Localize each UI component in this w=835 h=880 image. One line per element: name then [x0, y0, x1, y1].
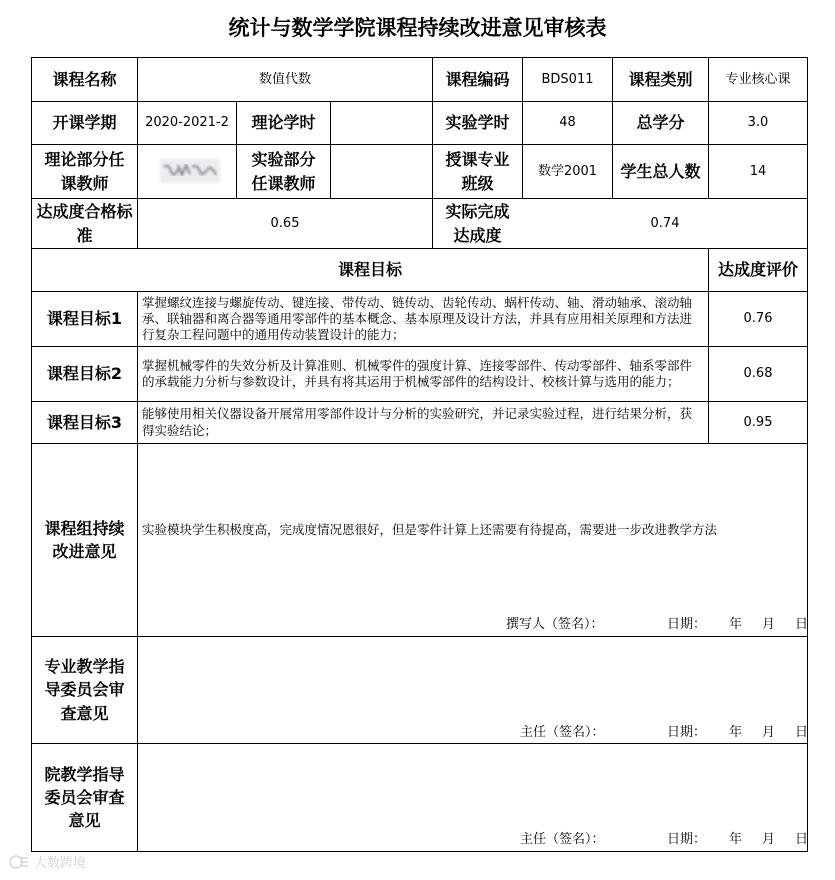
course-type-label: 课程类别: [628, 69, 693, 89]
improvement-year: 年: [729, 617, 743, 632]
course-code-label: 课程编码: [445, 69, 510, 89]
college-year: 年: [729, 832, 743, 847]
semester-value: 2020-2021-2: [145, 115, 229, 131]
form-title: 统计与数学学院课程持续改进意见审核表: [228, 16, 607, 40]
objective-3-score: 0.95: [743, 414, 773, 430]
theory-hours-value: [331, 102, 432, 144]
college-label: 院教学指导委员会审查意见: [44, 764, 125, 831]
course-code-value: BDS011: [541, 71, 594, 87]
students-label: 学生总人数: [620, 161, 701, 181]
improvement-label: 课程组持续改进意见: [44, 518, 125, 561]
objective-1-label: 课程目标1: [46, 309, 123, 329]
lab-hours-label: 实验学时: [445, 113, 510, 133]
objective-2-text: 掌握机械零件的失效分析及计算准则、机械零件的强度计算、连接零部件、传动零部件、轴系零部件的承载能力分析与参数设计，并具有将其运用于机械零部件的结构设计、校核计算与选用的能力；: [142, 357, 693, 389]
lab-hours-value: 48: [559, 115, 576, 131]
college-signer: 主任（签名）：: [520, 832, 605, 847]
theory-teacher-signature: [138, 145, 236, 198]
committee-year: 年: [729, 725, 743, 740]
objective-1-score: 0.76: [743, 311, 773, 327]
actual-achievement-value: 0.74: [650, 215, 680, 231]
improvement-text: 实验模块学生积极度高，完成度情况恩很好，但是零件计算上还需要有待提高，需要进一步改进教学方法: [142, 521, 718, 537]
credits-label: 总学分: [636, 113, 685, 133]
objective-3-label: 课程目标3: [46, 412, 123, 432]
watermark-text: 大数跨境: [34, 856, 87, 871]
pass-standard-value: 0.65: [270, 215, 300, 231]
improvement-month: 月: [762, 617, 776, 632]
objectives-header: 课程目标: [337, 260, 402, 280]
objective-3-text: 能够使用相关仪器设备开展常用零部件设计与分析的实验研究，并记录实验过程，进行结果分析，获得实验结论；: [142, 406, 693, 438]
lab-teacher-value: [331, 145, 432, 198]
improvement-signer: 撰写人（签名）：: [506, 617, 604, 632]
theory-hours-label: 理论学时: [251, 113, 316, 133]
semester-label: 开课学期: [52, 113, 117, 133]
objective-1-text: 掌握螺纹连接与螺旋传动、键连接、带传动、链传动、齿轮传动、蜗杆传动、轴、滑动轴承、滚动轴承、联轴器和离合器等通用零部件的基本概念、基本原理及设计方法，并具有应用相关原理和方法进行复杂工程问题中的通用传动装置设计的能力；: [142, 294, 693, 343]
objective-2-label: 课程目标2: [46, 364, 123, 384]
improvement-date: 日期：: [667, 617, 707, 632]
college-day: 日: [795, 832, 809, 847]
students-value: 14: [749, 163, 767, 179]
course-name-value: 数值代数: [258, 71, 311, 87]
watermark-logo-icon: [8, 854, 30, 870]
committee-label: 专业教学指导委员会审查意见: [44, 657, 125, 723]
watermark: [8, 852, 86, 871]
improvement-day: 日: [795, 617, 809, 632]
theory-teacher-label: 理论部分任课教师: [44, 150, 125, 193]
college-date: 日期：: [667, 832, 707, 847]
committee-day: 日: [795, 725, 809, 740]
major-class-label: 授课专业班级: [445, 150, 510, 193]
college-month: 月: [762, 832, 776, 847]
committee-month: 月: [762, 725, 776, 740]
major-class-value: 数学2001: [537, 163, 598, 179]
course-type-value: 专业核心课: [725, 71, 791, 87]
objective-2-score: 0.68: [743, 366, 773, 382]
credits-value: 3.0: [747, 115, 769, 131]
blurred-signature-image: [138, 145, 236, 198]
committee-date: 日期：: [667, 725, 707, 740]
actual-achievement-label: 实际完成达成度: [445, 202, 510, 245]
pass-standard-label: 达成度合格标准: [36, 202, 133, 245]
committee-signer: 主任（签名）：: [520, 725, 605, 740]
course-name-label: 课程名称: [52, 69, 117, 89]
achievement-eval-header: 达成度评价: [717, 260, 798, 280]
lab-teacher-label: 实验部分任课教师: [251, 150, 316, 193]
